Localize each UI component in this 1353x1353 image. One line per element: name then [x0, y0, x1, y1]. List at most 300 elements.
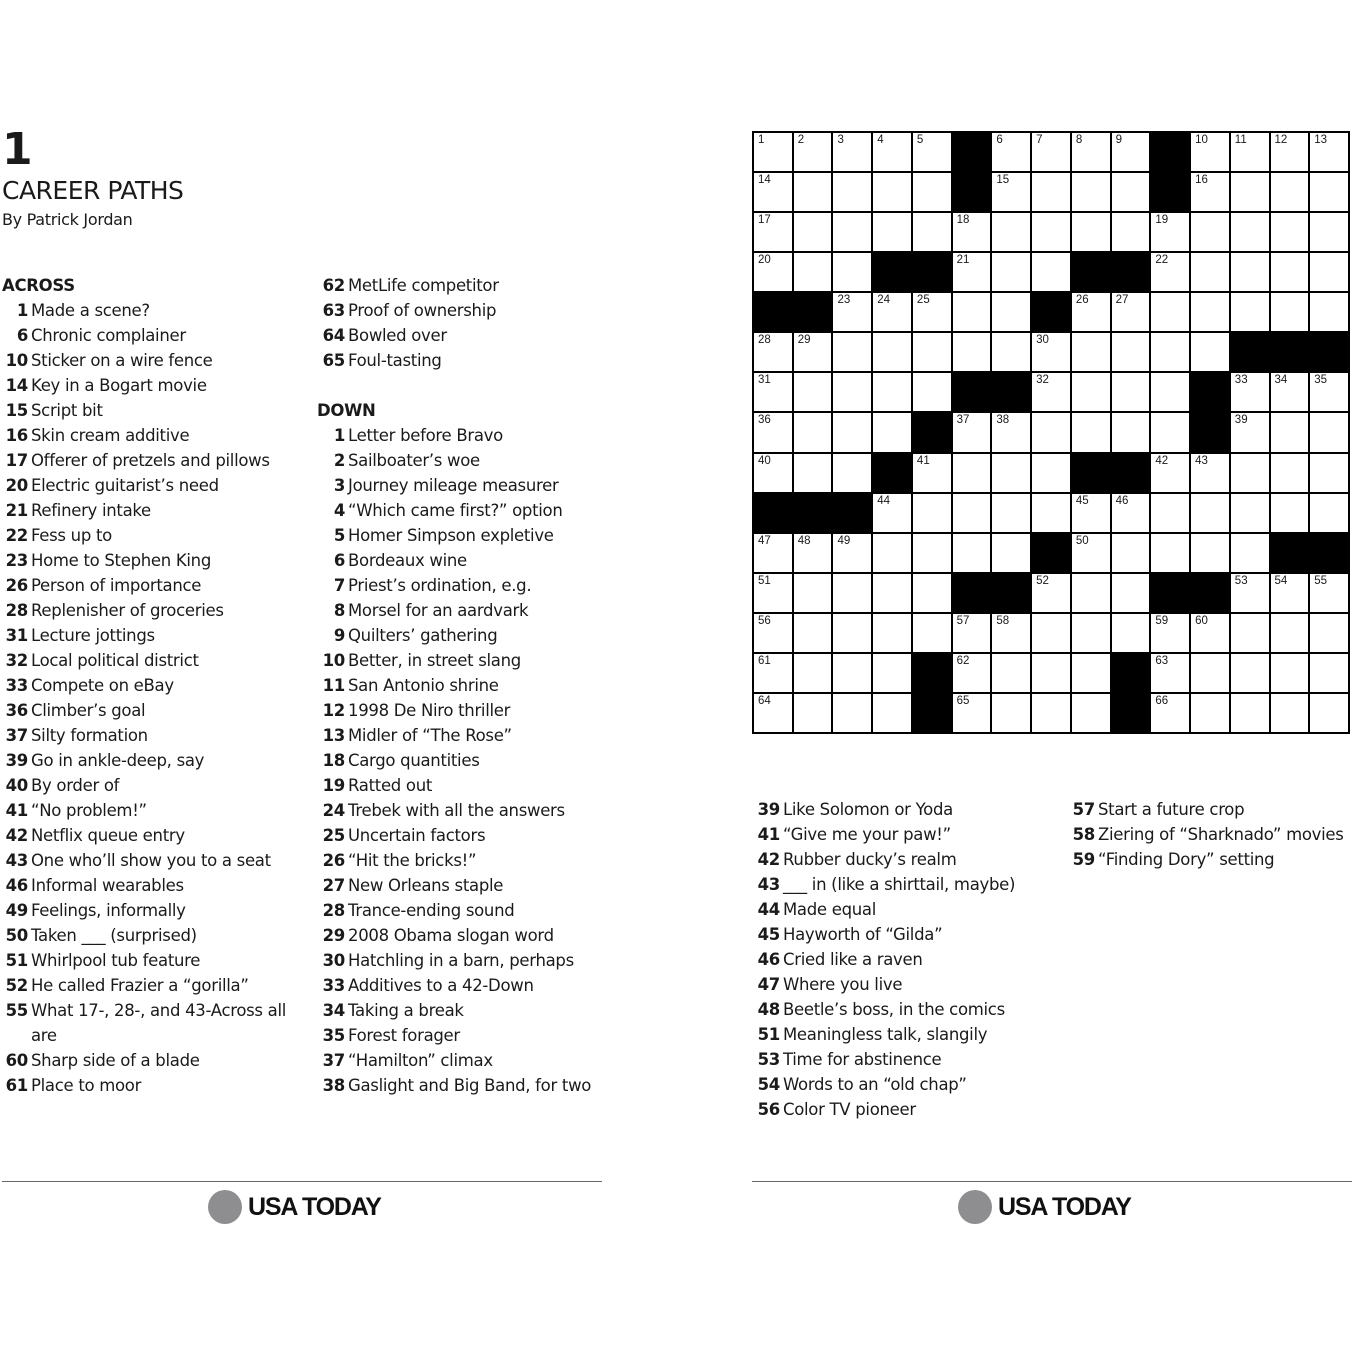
block-cell [953, 574, 991, 612]
grid-cell[interactable] [913, 494, 951, 532]
clue-text: Home to Stephen King [31, 551, 211, 570]
grid-cell[interactable] [754, 574, 792, 612]
grid-cell[interactable] [1072, 373, 1110, 411]
grid-cell[interactable] [1271, 494, 1309, 532]
grid-cell[interactable] [1231, 494, 1269, 532]
grid-cell[interactable] [1191, 454, 1229, 492]
grid-cell[interactable] [1191, 534, 1229, 572]
grid-cell[interactable] [992, 614, 1030, 652]
grid-cell[interactable] [992, 413, 1030, 451]
grid-cell[interactable] [794, 574, 832, 612]
clue-text: Homer Simpson expletive [348, 526, 554, 545]
grid-cell[interactable] [754, 413, 792, 451]
grid-cell[interactable] [873, 694, 911, 732]
grid-cell[interactable] [1112, 293, 1150, 331]
clue-text: Sticker on a wire fence [31, 351, 213, 370]
grid-cell[interactable] [913, 534, 951, 572]
grid-cell[interactable] [833, 454, 871, 492]
grid-cell[interactable] [873, 213, 911, 251]
cell-number: 10 [1195, 134, 1208, 146]
grid-cell[interactable] [873, 293, 911, 331]
grid-cell[interactable] [913, 614, 951, 652]
clue-number: 2 [333, 451, 345, 470]
grid-cell[interactable] [1151, 654, 1189, 692]
cell-number: 41 [916, 454, 930, 467]
grid-cell[interactable] [794, 373, 832, 411]
grid-cell[interactable] [1271, 654, 1309, 692]
grid-cell[interactable] [1151, 454, 1189, 492]
grid-cell[interactable] [953, 494, 991, 532]
grid-cell[interactable] [1271, 133, 1309, 171]
grid-cell[interactable] [1310, 213, 1348, 251]
grid-cell[interactable] [1191, 133, 1229, 171]
grid-cell[interactable] [1151, 614, 1189, 652]
grid-cell[interactable] [833, 654, 871, 692]
grid-cell[interactable] [1032, 173, 1070, 211]
grid-cell[interactable] [794, 413, 832, 451]
grid-cell[interactable] [1310, 133, 1348, 171]
grid-cell[interactable] [1271, 293, 1309, 331]
grid-cell[interactable] [992, 253, 1030, 291]
clue-number: 33 [5, 676, 28, 695]
grid-cell[interactable] [754, 373, 792, 411]
grid-cell[interactable] [794, 454, 832, 492]
clue-number: 26 [322, 851, 345, 870]
grid-cell[interactable] [1032, 614, 1070, 652]
across-clue [2, 573, 302, 598]
clue-number: 17 [5, 451, 28, 470]
grid-cell[interactable] [1072, 614, 1110, 652]
clue-text: Fess up to [31, 526, 112, 545]
grid-cell[interactable] [1151, 534, 1189, 572]
down-clue [317, 798, 607, 823]
cell-number: 52 [1036, 574, 1049, 587]
grid-cell[interactable] [1072, 574, 1110, 612]
clue-number: 51 [757, 1025, 780, 1044]
grid-cell[interactable] [1231, 614, 1269, 652]
grid-cell[interactable] [873, 333, 911, 371]
clue-number: 26 [5, 576, 28, 595]
clue-text: Trebek with all the answers [348, 801, 565, 820]
grid-cell[interactable] [794, 333, 832, 371]
clue-text: Where you live [783, 975, 903, 994]
grid-cell[interactable] [754, 654, 792, 692]
clues-column-4 [1067, 797, 1347, 872]
grid-cell[interactable] [1231, 534, 1269, 572]
block-cell [873, 454, 911, 492]
grid-cell[interactable] [833, 253, 871, 291]
clue-number: 25 [322, 826, 345, 845]
grid-cell[interactable] [873, 614, 911, 652]
grid-cell[interactable] [1112, 133, 1150, 171]
grid-cell[interactable] [1231, 694, 1269, 732]
spacer [317, 373, 607, 398]
down-clue [752, 947, 1052, 972]
grid-cell[interactable] [754, 534, 792, 572]
cell-number: 21 [956, 254, 970, 267]
grid-cell[interactable] [754, 333, 792, 371]
grid-cell[interactable] [1310, 614, 1348, 652]
clue-number: 1 [333, 426, 345, 445]
clue-text: Foul-tasting [348, 351, 442, 370]
grid-cell[interactable] [833, 213, 871, 251]
down-clue [317, 548, 607, 573]
grid-cell[interactable] [1072, 293, 1110, 331]
across-clue [2, 348, 302, 373]
grid-cell[interactable] [1072, 133, 1110, 171]
grid-cell[interactable] [1112, 534, 1150, 572]
grid-cell[interactable] [992, 494, 1030, 532]
across-clue [317, 323, 607, 348]
down-clue [752, 1022, 1052, 1047]
across-clue [2, 973, 302, 998]
across-clue [2, 648, 302, 673]
clue-text: Made equal [783, 900, 876, 919]
grid-cell[interactable] [913, 373, 951, 411]
grid-cell[interactable] [873, 494, 911, 532]
grid-cell[interactable] [833, 574, 871, 612]
grid-cell[interactable] [1032, 454, 1070, 492]
grid-cell[interactable] [873, 654, 911, 692]
down-clue [752, 1097, 1052, 1122]
cell-number: 66 [1155, 694, 1169, 707]
grid-cell[interactable] [953, 333, 991, 371]
grid-cell[interactable] [992, 333, 1030, 371]
clue-number: 32 [5, 651, 28, 670]
cell-number: 17 [758, 214, 771, 227]
grid-cell[interactable] [1072, 413, 1110, 451]
grid-cell[interactable] [992, 213, 1030, 251]
grid-cell[interactable] [1151, 293, 1189, 331]
grid-cell[interactable] [992, 133, 1030, 171]
grid-cell[interactable] [794, 213, 832, 251]
grid-cell[interactable] [1271, 413, 1309, 451]
clue-number: 8 [333, 601, 345, 620]
grid-cell[interactable] [873, 574, 911, 612]
grid-cell[interactable] [992, 534, 1030, 572]
grid-cell[interactable] [1310, 574, 1348, 612]
across-clue [2, 848, 302, 873]
grid-cell[interactable] [754, 253, 792, 291]
clue-number: 52 [5, 976, 28, 995]
grid-cell[interactable] [1191, 494, 1229, 532]
block-cell [1310, 534, 1348, 572]
grid-cell[interactable] [794, 133, 832, 171]
grid-cell[interactable] [873, 373, 911, 411]
grid-cell[interactable] [1310, 494, 1348, 532]
grid-cell[interactable] [1151, 333, 1189, 371]
clue-number: 19 [322, 776, 345, 795]
grid-cell[interactable] [1151, 413, 1189, 451]
grid-cell[interactable] [1271, 454, 1309, 492]
clue-number: 27 [322, 876, 345, 895]
grid-cell[interactable] [1310, 373, 1348, 411]
grid-cell[interactable] [953, 454, 991, 492]
block-cell [754, 293, 792, 331]
cell-number: 29 [797, 334, 811, 347]
grid-cell[interactable] [754, 133, 792, 171]
clue-number: 42 [5, 826, 28, 845]
across-clue [2, 773, 302, 798]
grid-cell[interactable] [1112, 213, 1150, 251]
grid-cell[interactable] [1191, 293, 1229, 331]
grid-cell[interactable] [1112, 333, 1150, 371]
down-clue [317, 598, 607, 623]
grid-cell[interactable] [833, 333, 871, 371]
grid-cell[interactable] [1191, 694, 1229, 732]
grid-cell[interactable] [992, 454, 1030, 492]
grid-cell[interactable] [913, 133, 951, 171]
grid-cell[interactable] [1310, 253, 1348, 291]
grid-cell[interactable] [1231, 574, 1269, 612]
grid-cell[interactable] [794, 173, 832, 211]
grid-cell[interactable] [833, 694, 871, 732]
grid-cell[interactable] [1310, 694, 1348, 732]
grid-cell[interactable] [1271, 253, 1309, 291]
down-clue [317, 498, 607, 523]
grid-cell[interactable] [833, 614, 871, 652]
grid-cell[interactable] [1310, 413, 1348, 451]
down-clue [317, 923, 607, 948]
grid-cell[interactable] [1112, 614, 1150, 652]
grid-cell[interactable] [1072, 534, 1110, 572]
clue-number: 21 [5, 501, 28, 520]
grid-cell[interactable] [1072, 173, 1110, 211]
cell-number: 62 [956, 654, 970, 667]
grid-cell[interactable] [1032, 253, 1070, 291]
across-clue [2, 1073, 302, 1098]
down-clue [317, 873, 607, 898]
grid-cell[interactable] [1310, 173, 1348, 211]
grid-cell[interactable] [1072, 694, 1110, 732]
grid-cell[interactable] [1032, 694, 1070, 732]
usa-today-dot-icon [208, 1190, 242, 1224]
clue-text: Replenisher of groceries [31, 601, 224, 620]
grid-cell[interactable] [1310, 654, 1348, 692]
clue-number: 57 [1072, 800, 1095, 819]
grid-cell[interactable] [833, 133, 871, 171]
grid-cell[interactable] [1072, 213, 1110, 251]
grid-cell[interactable] [1112, 494, 1150, 532]
grid-cell[interactable] [992, 654, 1030, 692]
grid-cell[interactable] [1072, 333, 1110, 371]
grid-cell[interactable] [953, 213, 991, 251]
brand-wordmark: USA TODAY [248, 1192, 381, 1221]
grid-cell[interactable] [953, 293, 991, 331]
across-clue [2, 448, 302, 473]
grid-cell[interactable] [1271, 213, 1309, 251]
block-cell [1072, 454, 1110, 492]
across-clue [2, 698, 302, 723]
grid-cell[interactable] [1231, 293, 1269, 331]
clue-number: 13 [322, 726, 345, 745]
cell-number: 38 [996, 414, 1010, 427]
grid-cell[interactable] [953, 534, 991, 572]
clue-text: Climber’s goal [31, 701, 146, 720]
clue-text: Informal wearables [31, 876, 184, 895]
grid-cell[interactable] [1310, 454, 1348, 492]
clue-text: Made a scene? [31, 301, 150, 320]
cell-number: 9 [1115, 134, 1122, 146]
grid-cell[interactable] [1271, 173, 1309, 211]
grid-cell[interactable] [913, 574, 951, 612]
clue-text: Hatchling in a barn, perhaps [348, 951, 574, 970]
clue-text: Morsel for an aardvark [348, 601, 529, 620]
down-clue [752, 922, 1052, 947]
cell-number: 19 [1155, 214, 1169, 227]
grid-cell[interactable] [992, 694, 1030, 732]
grid-cell[interactable] [1231, 173, 1269, 211]
grid-cell[interactable] [1151, 494, 1189, 532]
grid-cell[interactable] [953, 413, 991, 451]
grid-cell[interactable] [1231, 133, 1269, 171]
clue-number: 28 [5, 601, 28, 620]
grid-cell[interactable] [754, 173, 792, 211]
grid-cell[interactable] [833, 413, 871, 451]
grid-cell[interactable] [992, 293, 1030, 331]
grid-cell[interactable] [1112, 173, 1150, 211]
clue-number: 41 [5, 801, 28, 820]
clue-text: Additives to a 42-Down [348, 976, 534, 995]
grid-cell[interactable] [913, 173, 951, 211]
grid-cell[interactable] [953, 694, 991, 732]
grid-cell[interactable] [873, 133, 911, 171]
clue-text: ___ in (like a shirttail, maybe) [783, 875, 1016, 894]
grid-cell[interactable] [1112, 373, 1150, 411]
grid-cell[interactable] [913, 454, 951, 492]
down-clue [752, 797, 1052, 822]
cell-number: 49 [837, 534, 851, 547]
grid-cell[interactable] [1112, 413, 1150, 451]
grid-cell[interactable] [754, 213, 792, 251]
grid-cell[interactable] [1032, 213, 1070, 251]
grid-cell[interactable] [1151, 373, 1189, 411]
section-heading: DOWN [317, 401, 376, 420]
grid-cell[interactable] [833, 373, 871, 411]
grid-cell[interactable] [794, 614, 832, 652]
grid-cell[interactable] [1191, 213, 1229, 251]
grid-cell[interactable] [754, 694, 792, 732]
grid-cell[interactable] [873, 413, 911, 451]
across-clue [2, 373, 302, 398]
grid-cell[interactable] [873, 173, 911, 211]
clue-number: 36 [5, 701, 28, 720]
across-clue [2, 998, 302, 1048]
grid-cell[interactable] [1231, 413, 1269, 451]
grid-cell[interactable] [1032, 133, 1070, 171]
grid-cell[interactable] [1151, 253, 1189, 291]
grid-cell[interactable] [953, 614, 991, 652]
grid-cell[interactable] [833, 173, 871, 211]
grid-cell[interactable] [833, 293, 871, 331]
grid-cell[interactable] [1271, 574, 1309, 612]
block-cell [1032, 293, 1070, 331]
grid-cell[interactable] [1191, 253, 1229, 291]
grid-cell[interactable] [953, 654, 991, 692]
grid-cell[interactable] [1231, 373, 1269, 411]
grid-cell[interactable] [1032, 413, 1070, 451]
clues-column-2 [317, 273, 607, 1098]
grid-cell[interactable] [873, 534, 911, 572]
grid-cell[interactable] [913, 333, 951, 371]
block-cell [1231, 333, 1269, 371]
grid-cell[interactable] [1032, 373, 1070, 411]
grid-cell[interactable] [794, 534, 832, 572]
clue-number: 48 [757, 1000, 780, 1019]
down-clue [317, 998, 607, 1023]
clue-number: 37 [5, 726, 28, 745]
grid-cell[interactable] [913, 213, 951, 251]
grid-cell[interactable] [1231, 654, 1269, 692]
clue-text: Lecture jottings [31, 626, 155, 645]
grid-cell[interactable] [1231, 253, 1269, 291]
grid-cell[interactable] [794, 654, 832, 692]
clue-text: Whirlpool tub feature [31, 951, 201, 970]
grid-cell[interactable] [1151, 213, 1189, 251]
grid-cell[interactable] [754, 454, 792, 492]
across-clue [2, 723, 302, 748]
block-cell [1112, 454, 1150, 492]
down-clue [317, 523, 607, 548]
grid-cell[interactable] [754, 614, 792, 652]
cell-number: 33 [1234, 374, 1248, 387]
clue-text: Silty formation [31, 726, 148, 745]
grid-cell[interactable] [1191, 333, 1229, 371]
clue-text: 1998 De Niro thriller [348, 701, 511, 720]
grid-cell[interactable] [1072, 654, 1110, 692]
grid-cell[interactable] [1032, 494, 1070, 532]
cell-number: 55 [1314, 574, 1328, 587]
clue-number: 43 [5, 851, 28, 870]
clue-number: 47 [757, 975, 780, 994]
grid-cell[interactable] [1151, 694, 1189, 732]
grid-cell[interactable] [794, 694, 832, 732]
grid-cell[interactable] [992, 173, 1030, 211]
down-clue [317, 773, 607, 798]
cell-number: 3 [837, 134, 844, 146]
grid-cell[interactable] [1231, 454, 1269, 492]
clue-text: What 17-, 28-, and 43-Across all are [31, 1001, 287, 1045]
clue-text: Trance-ending sound [348, 901, 515, 920]
clue-text: Proof of ownership [348, 301, 497, 320]
grid-cell[interactable] [1032, 654, 1070, 692]
grid-cell[interactable] [1310, 293, 1348, 331]
grid-cell[interactable] [833, 534, 871, 572]
clue-number: 45 [757, 925, 780, 944]
grid-cell[interactable] [1032, 333, 1070, 371]
grid-cell[interactable] [794, 253, 832, 291]
grid-cell[interactable] [1271, 694, 1309, 732]
grid-cell[interactable] [1191, 654, 1229, 692]
across-clue [2, 748, 302, 773]
clue-number: 64 [322, 326, 345, 345]
grid-cell[interactable] [1271, 614, 1309, 652]
grid-cell[interactable] [1072, 494, 1110, 532]
block-cell [1072, 253, 1110, 291]
block-cell [833, 494, 871, 532]
grid-cell[interactable] [1271, 373, 1309, 411]
grid-cell[interactable] [953, 253, 991, 291]
down-clue [1067, 822, 1347, 847]
grid-cell[interactable] [913, 293, 951, 331]
grid-cell[interactable] [1032, 574, 1070, 612]
clue-number: 53 [757, 1050, 780, 1069]
grid-cell[interactable] [1112, 574, 1150, 612]
grid-cell[interactable] [1191, 614, 1229, 652]
across-clue [2, 523, 302, 548]
grid-cell[interactable] [1191, 173, 1229, 211]
grid-cell[interactable] [1231, 213, 1269, 251]
